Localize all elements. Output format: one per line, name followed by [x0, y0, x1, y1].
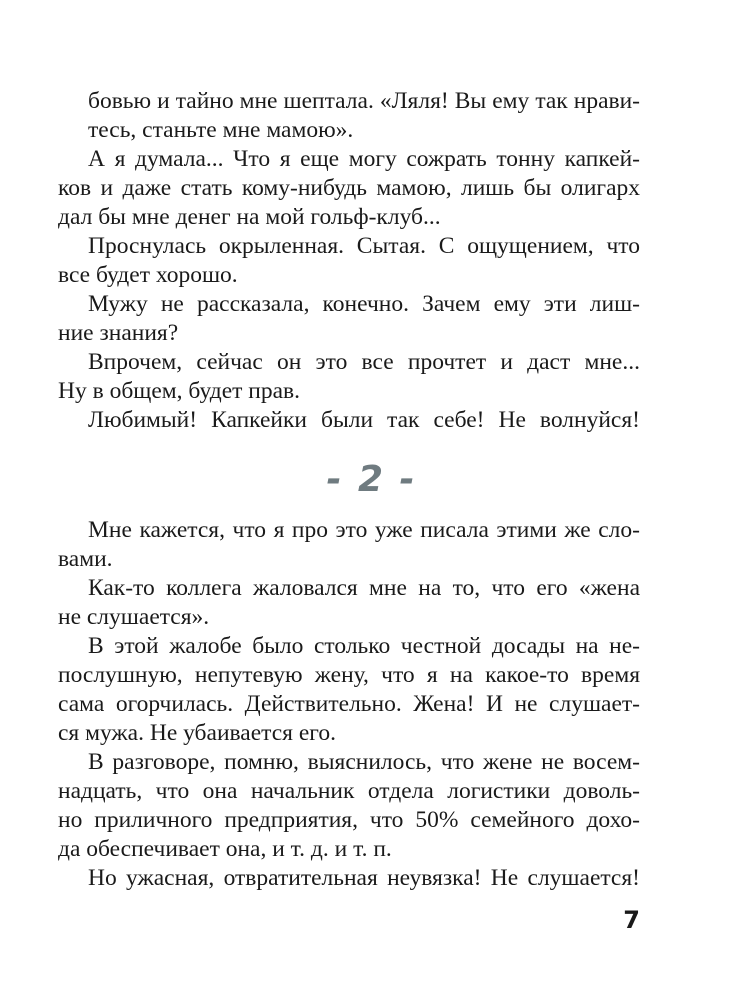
- text-line: ние знания?: [58, 320, 179, 346]
- text-line: Проснулась окрыленная. Сытая. С ощущением, что: [88, 233, 640, 259]
- text-line: все будет хорошо.: [58, 262, 238, 288]
- text-line: Впрочем, сейчас он это все прочтет и даст мне...: [88, 349, 640, 375]
- text-line: В этой жалобе было столько честной досады на не-: [88, 633, 640, 659]
- text-line: ся мужа. Не убаивается его.: [58, 720, 336, 746]
- text-line: бовью и тайно мне шептала. «Ляля! Вы ему так нрави-: [88, 88, 640, 114]
- page-number: 7: [623, 906, 640, 934]
- text-line: надцать, что она начальник отдела логистики доволь-: [58, 778, 640, 804]
- text-line: Мне кажется, что я про это уже писала этими же сло-: [88, 517, 640, 543]
- text-line: А я думала... Что я еще могу сожрать тонну капкей-: [88, 146, 640, 172]
- text-line: послушную, непутевую жену, что я на какое-то время: [58, 662, 640, 688]
- text-line: Мужу не рассказала, конечно. Зачем ему эти лиш-: [88, 291, 640, 317]
- text-line: Ну в общем, будет прав.: [58, 378, 301, 404]
- text-line: вами.: [58, 546, 113, 572]
- text-line: Но ужасная, отвратительная неувязка! Не слушается!: [88, 865, 640, 891]
- text-line: сама огорчилась. Действительно. Жена! И не слушает-: [58, 691, 640, 717]
- text-line: Любимый! Капкейки были так себе! Не волнуйся!: [88, 407, 640, 433]
- text-line: но приличного предприятия, что 50% семейного дохо-: [58, 807, 640, 833]
- text-line: тесь, станьте мне мамою».: [88, 117, 354, 143]
- chapter-heading: - 2 -: [326, 459, 417, 500]
- text-line: Как-то коллега жаловался мне на то, что его «жена: [88, 575, 640, 601]
- text-line: ков и даже стать кому-нибудь мамою, лишь бы олигарх: [58, 175, 640, 201]
- text-line: дал бы мне денег на мой гольф-клуб...: [58, 204, 441, 230]
- text-line: не слушается».: [58, 604, 210, 630]
- text-line: В разговоре, помню, выяснилось, что жене не восем-: [88, 749, 640, 775]
- text-line: да обеспечивает она, и т. д. и т. п.: [58, 836, 392, 862]
